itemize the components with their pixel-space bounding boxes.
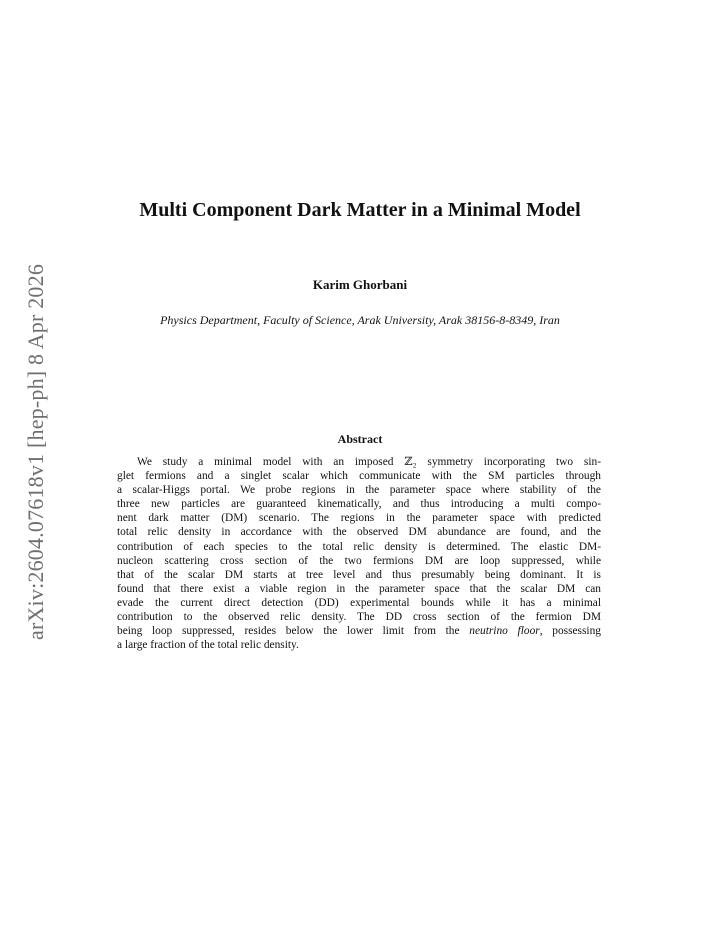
- abstract-line: We study a minimal model with an imposed ℤ₂ symmetry incorporating two sin-: [137, 456, 601, 468]
- abstract-line: total relic density in accordance with the observed DM abundance are found, and the: [117, 526, 601, 539]
- abstract-line: found that there exist a viable region in the parameter space that the scalar DM can: [117, 582, 601, 595]
- abstract-line-with-emphasis: [117, 624, 601, 638]
- abstract-line: nucleon scattering cross section of the two fermions DM are loop suppressed, while: [117, 554, 601, 567]
- abstract-line: glet fermions and a singlet scalar which communicate with the SM particles through: [117, 470, 601, 483]
- abstract-line: contribution of each species to the total relic density is determined. The elastic DM-: [117, 540, 601, 553]
- paper-title: Multi Component Dark Matter in a Minimal Model: [139, 199, 581, 221]
- neutrino-floor-emphasis: neutrino floor: [469, 625, 540, 638]
- abstract-body: [117, 455, 601, 652]
- abstract-line: a large fraction of the total relic density.: [117, 639, 299, 652]
- abstract-line: nent dark matter (DM) scenario. The regions in the parameter space with predicted: [117, 512, 601, 525]
- arxiv-identifier-text: arXiv:2604.07618v1 [hep-ph] 8 Apr 2026: [23, 263, 48, 641]
- arxiv-identifier-stamp: [19, 0, 53, 932]
- abstract-line: a scalar-Higgs portal. We probe regions in the parameter space where stability of the: [117, 484, 601, 497]
- abstract-line: three new particles are guaranteed kinematically, and thus introducing a multi compo-: [117, 498, 601, 511]
- abstract-text: , possessing: [539, 625, 601, 638]
- abstract-line: contribution to the observed relic density. The DD cross section of the fermion DM: [117, 611, 601, 624]
- abstract-heading: Abstract: [337, 432, 383, 446]
- paper-author: Karim Ghorbani: [312, 277, 408, 292]
- abstract-line: evade the current direct detection (DD) experimental bounds while it has a minimal: [117, 596, 601, 609]
- abstract-line: that of the scalar DM starts at tree level and thus presumably being dominant. It is: [117, 568, 601, 581]
- abstract-text: being loop suppressed, resides below the lower limit from the: [117, 625, 470, 638]
- author-affiliation: Physics Department, Faculty of Science, Arak University, Arak 38156-8-8349, Iran: [160, 313, 560, 327]
